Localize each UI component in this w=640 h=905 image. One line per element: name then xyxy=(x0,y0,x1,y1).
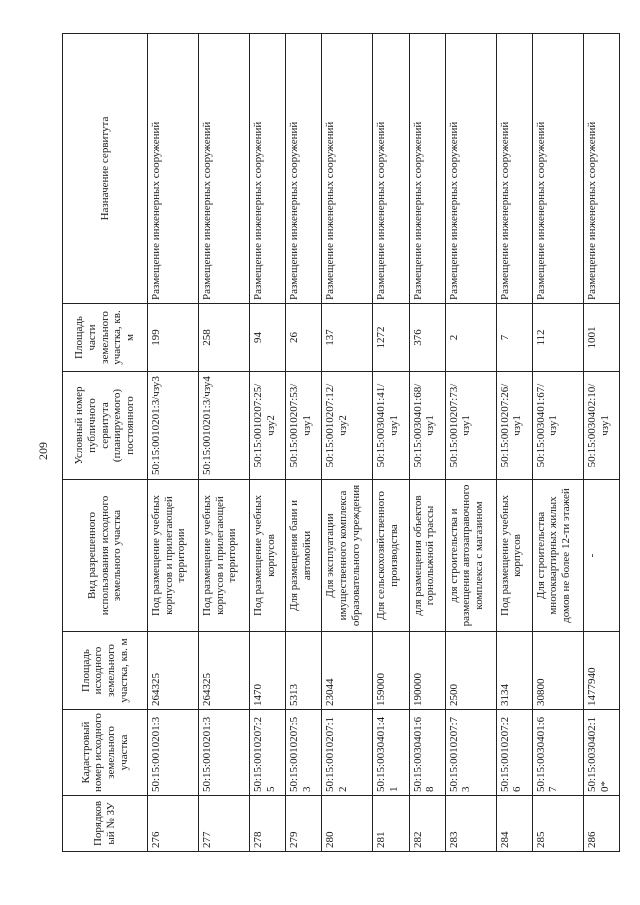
servitude-number-cell: 50:15:0030401:67/чзу1 xyxy=(532,372,583,480)
servitude-purpose-cell: Размещение инженерных сооружений xyxy=(496,34,532,304)
cadastral-number-cell: 50:15:0030402:10* xyxy=(583,710,619,796)
part-area-cell: 1272 xyxy=(373,304,409,372)
permitted-use-cell: Для строительства многоквартирных жилых домов не более 12-ти этажей xyxy=(532,480,583,632)
servitude-number-cell: 50:15:0010207:26/чзу1 xyxy=(496,372,532,480)
servitude-table xyxy=(62,33,620,852)
header-cell: Кадастровый номер исходного земельного участка xyxy=(63,710,148,796)
row-number-cell: 280 xyxy=(322,796,373,852)
servitude-purpose-cell: Размещение инженерных сооружений xyxy=(322,34,373,304)
permitted-use-cell: Для сельскохозяйственного производства xyxy=(373,480,409,632)
page-number: 209 xyxy=(36,442,50,460)
cadastral-number-cell: 50:15:0010207:25 xyxy=(250,710,286,796)
area-cell: 264325 xyxy=(148,632,199,710)
servitude-purpose-cell: Размещение инженерных сооружений xyxy=(373,34,409,304)
header-cell: Назначение сервитута xyxy=(63,34,148,304)
table-row xyxy=(199,34,250,852)
servitude-purpose-cell: Размещение инженерных сооружений xyxy=(148,34,199,304)
permitted-use-cell: для размещения объектов горнолыжной трассы xyxy=(409,480,445,632)
servitude-purpose-cell: Размещение инженерных сооружений xyxy=(286,34,322,304)
table-row xyxy=(250,34,286,852)
part-area-cell: 94 xyxy=(250,304,286,372)
part-area-cell: 199 xyxy=(148,304,199,372)
permitted-use-cell: для строительства и размещения автозаправочного комплекса с магазином xyxy=(445,480,496,632)
permitted-use-cell: Под размещение учебных корпусов xyxy=(250,480,286,632)
area-cell: 3134 xyxy=(496,632,532,710)
permitted-use-cell: Под размещение учебных корпусов и прилегающей территории xyxy=(148,480,199,632)
table-row xyxy=(445,34,496,852)
permitted-use-cell: - xyxy=(583,480,619,632)
row-number-cell: 284 xyxy=(496,796,532,852)
servitude-number-cell: 50:15:0030402:10/чзу1 xyxy=(583,372,619,480)
permitted-use-cell: Для размещения бани и автомойки xyxy=(286,480,322,632)
servitude-purpose-cell: Размещение инженерных сооружений xyxy=(199,34,250,304)
rotated-table-container xyxy=(62,34,620,852)
header-cell: Порядковый № ЗУ xyxy=(63,796,148,852)
area-cell: 1470 xyxy=(250,632,286,710)
servitude-number-cell: 50:15:0010207:12/чзу2 xyxy=(322,372,373,480)
part-area-cell: 137 xyxy=(322,304,373,372)
row-number-cell: 281 xyxy=(373,796,409,852)
area-cell: 264325 xyxy=(199,632,250,710)
cadastral-number-cell: 50:15:0030401:68 xyxy=(409,710,445,796)
servitude-number-cell: 50:15:0010207:25/чзу2 xyxy=(250,372,286,480)
row-number-cell: 286 xyxy=(583,796,619,852)
area-cell: 30800 xyxy=(532,632,583,710)
cadastral-number-cell: 50:15:0010207:53 xyxy=(286,710,322,796)
area-cell: 159000 xyxy=(373,632,409,710)
servitude-purpose-cell: Размещение инженерных сооружений xyxy=(532,34,583,304)
part-area-cell: 2 xyxy=(445,304,496,372)
area-cell: 5313 xyxy=(286,632,322,710)
servitude-purpose-cell: Размещение инженерных сооружений xyxy=(445,34,496,304)
servitude-number-cell: 50:15:0010207:73/чзу1 xyxy=(445,372,496,480)
row-number-cell: 283 xyxy=(445,796,496,852)
table-header-row xyxy=(63,34,148,852)
part-area-cell: 7 xyxy=(496,304,532,372)
part-area-cell: 112 xyxy=(532,304,583,372)
table-row xyxy=(583,34,619,852)
cadastral-number-cell: 50:15:0010207:73 xyxy=(445,710,496,796)
servitude-number-cell: 50:15:0030401:68/чзу1 xyxy=(409,372,445,480)
cadastral-number-cell: 50:15:0030401:41 xyxy=(373,710,409,796)
table-row xyxy=(286,34,322,852)
row-number-cell: 279 xyxy=(286,796,322,852)
servitude-number-cell: 50:15:0010207:53/чзу1 xyxy=(286,372,322,480)
cadastral-number-cell: 50:15:0030401:67 xyxy=(532,710,583,796)
area-cell: 23044 xyxy=(322,632,373,710)
permitted-use-cell: Под размещение учебных корпусов и прилегающей территории xyxy=(199,480,250,632)
servitude-purpose-cell: Размещение инженерных сооружений xyxy=(250,34,286,304)
servitude-purpose-cell: Размещение инженерных сооружений xyxy=(409,34,445,304)
table-row xyxy=(409,34,445,852)
table-row xyxy=(532,34,583,852)
area-cell: 2500 xyxy=(445,632,496,710)
cadastral-number-cell: 50:15:0010201:3 xyxy=(148,710,199,796)
permitted-use-cell: Под размещение учебных корпусов xyxy=(496,480,532,632)
row-number-cell: 278 xyxy=(250,796,286,852)
cadastral-number-cell: 50:15:0010207:12 xyxy=(322,710,373,796)
servitude-number-cell: 50:15:0030401:41/чзу1 xyxy=(373,372,409,480)
part-area-cell: 26 xyxy=(286,304,322,372)
header-cell: Условный номер публичного сервитута (планируемого) постоянного xyxy=(63,372,148,480)
header-cell: Площадь части земельного участка, кв. м xyxy=(63,304,148,372)
permitted-use-cell: Для эксплуатации имущественного комплекса образовательного учреждения xyxy=(322,480,373,632)
header-cell: Площадь исходного земельного участка, кв. м xyxy=(63,632,148,710)
row-number-cell: 282 xyxy=(409,796,445,852)
row-number-cell: 277 xyxy=(199,796,250,852)
cadastral-number-cell: 50:15:0010201:3 xyxy=(199,710,250,796)
header-cell: Вид разрешенного использования исходного земельного участка xyxy=(63,480,148,632)
row-number-cell: 285 xyxy=(532,796,583,852)
servitude-purpose-cell: Размещение инженерных сооружений xyxy=(583,34,619,304)
area-cell: 190000 xyxy=(409,632,445,710)
part-area-cell: 258 xyxy=(199,304,250,372)
table-row xyxy=(496,34,532,852)
table-row xyxy=(322,34,373,852)
servitude-number-cell: 50:15:0010201:3/чзу3 xyxy=(148,372,199,480)
servitude-number-cell: 50:15:0010201:3/чзу4 xyxy=(199,372,250,480)
table-row xyxy=(373,34,409,852)
area-cell: 1477940 xyxy=(583,632,619,710)
table-row xyxy=(148,34,199,852)
cadastral-number-cell: 50:15:0010207:26 xyxy=(496,710,532,796)
part-area-cell: 1001 xyxy=(583,304,619,372)
part-area-cell: 376 xyxy=(409,304,445,372)
row-number-cell: 276 xyxy=(148,796,199,852)
